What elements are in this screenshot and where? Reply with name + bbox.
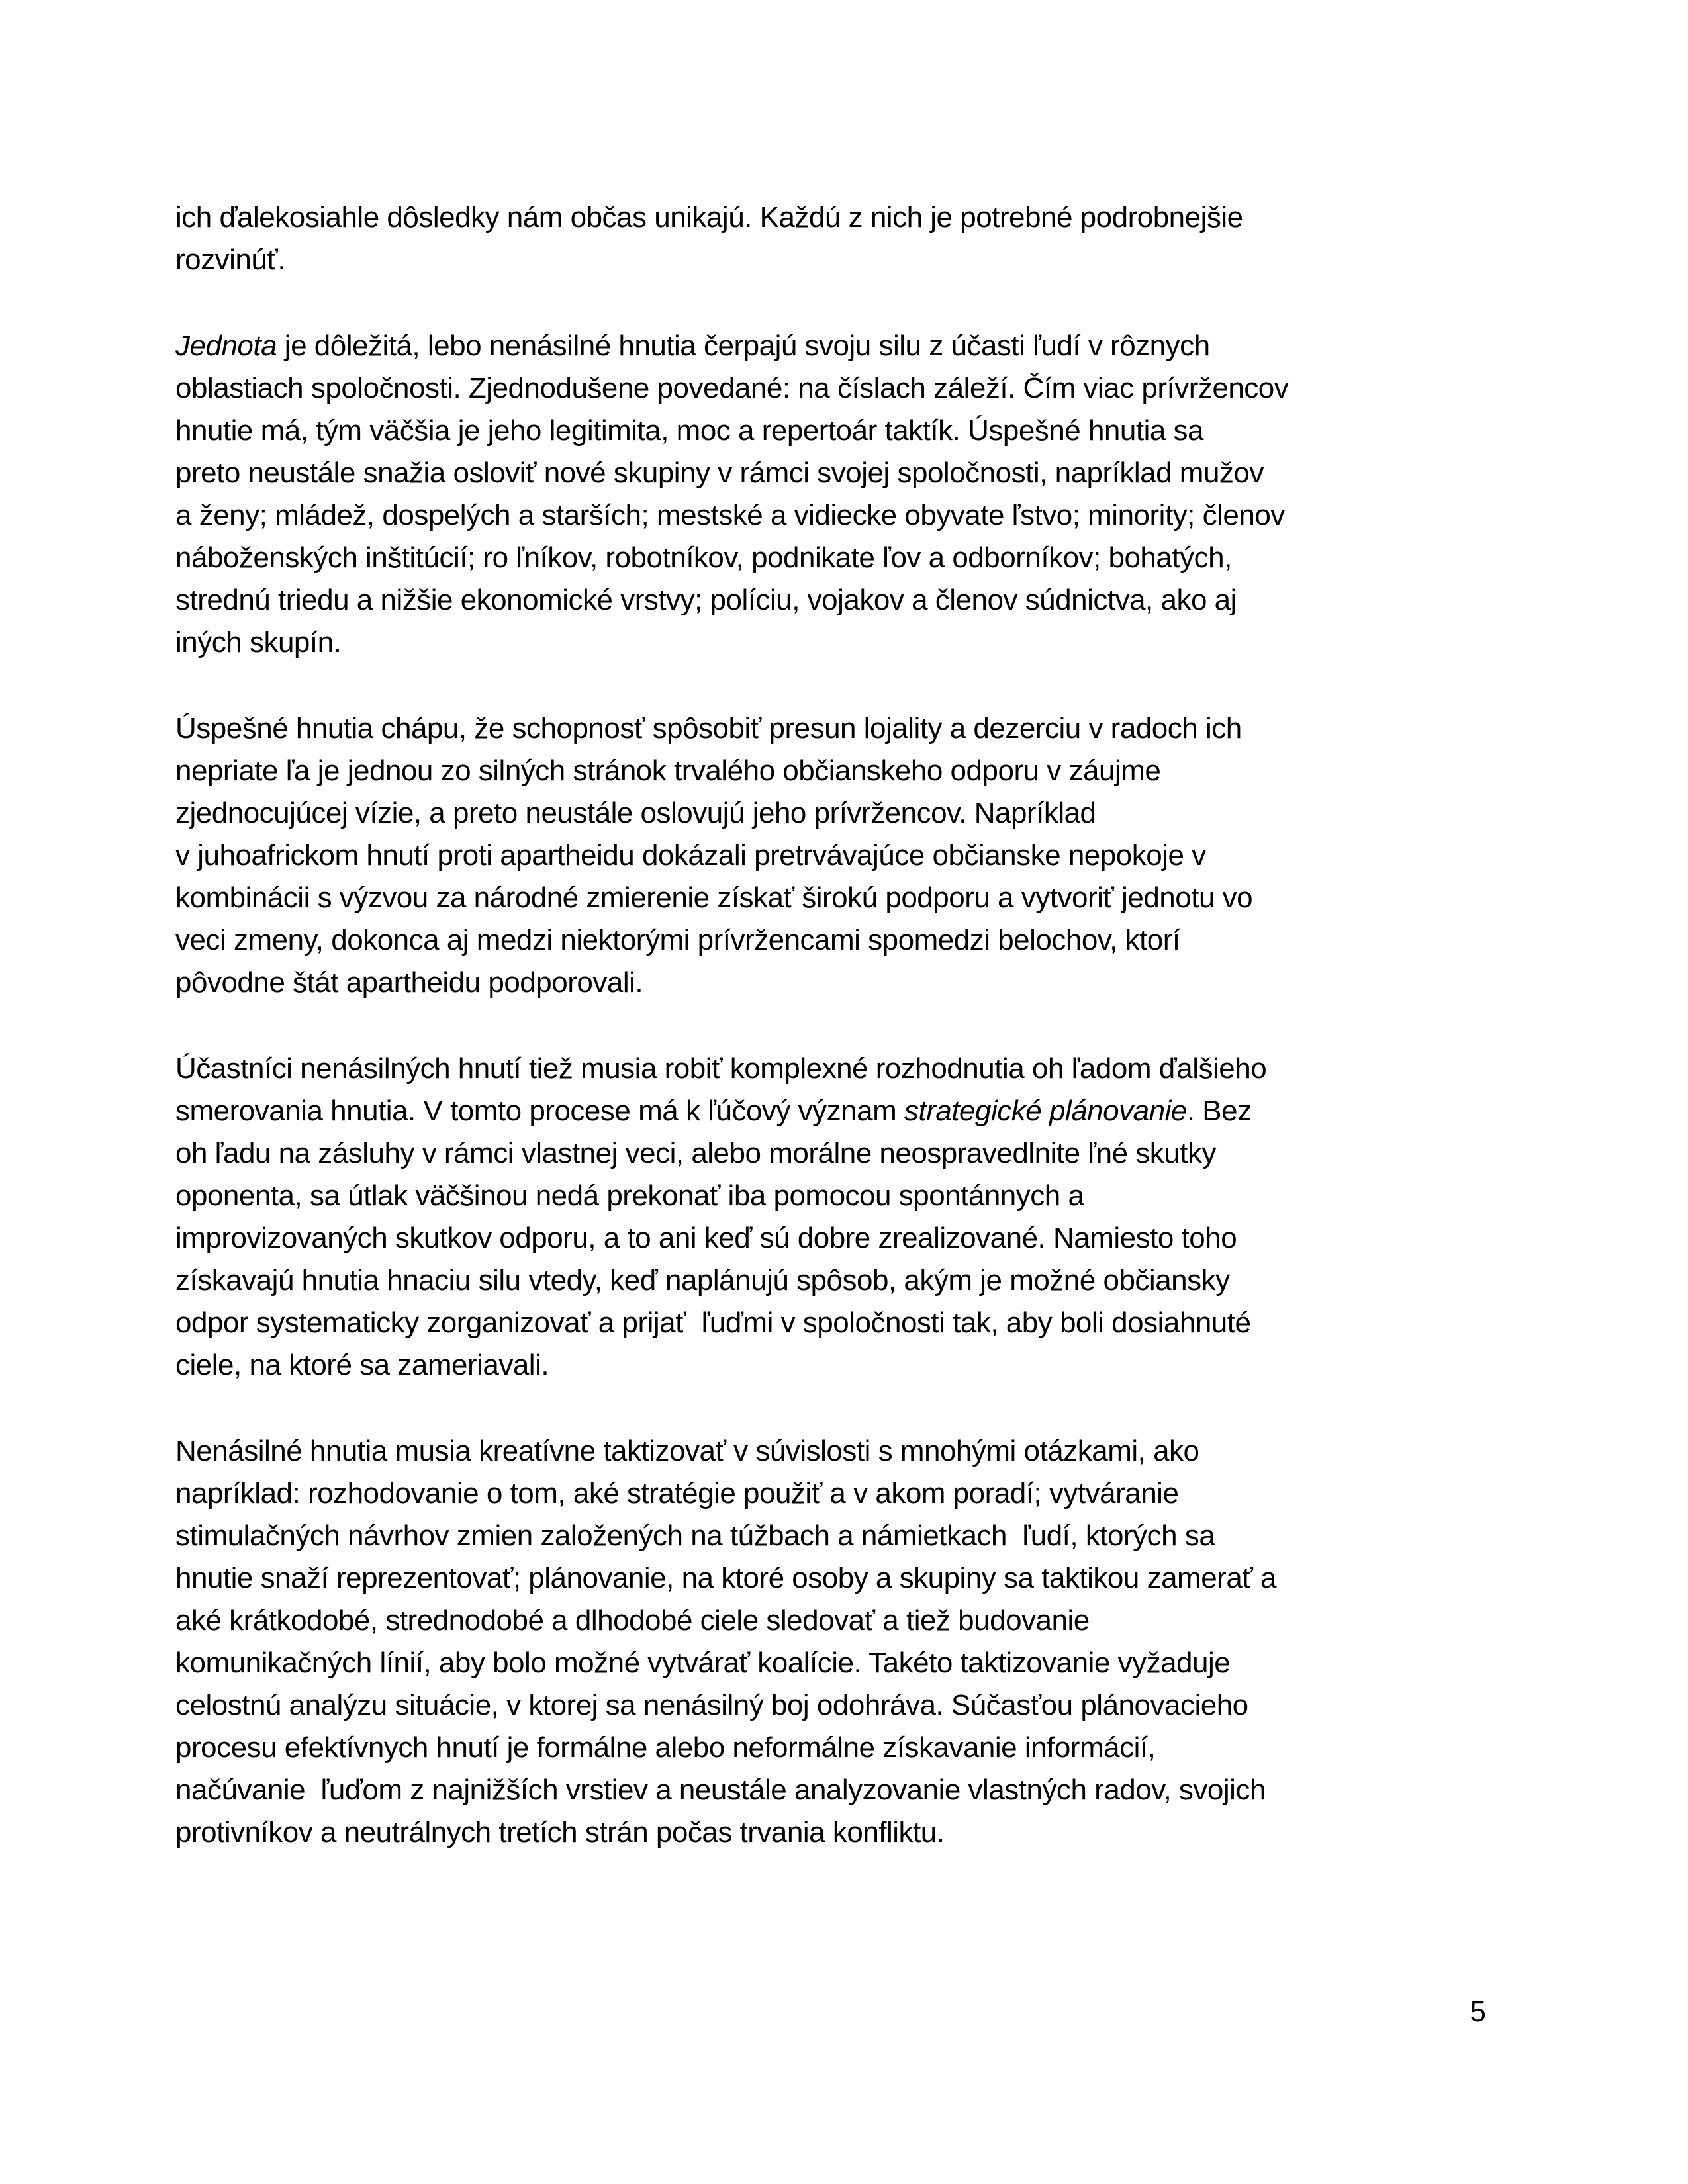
text-run: strednú triedu a nižšie ekonomické vrstvy; políciu, vojakov a členov súdnictva, ako aj (175, 584, 1237, 616)
text-line (175, 1684, 1519, 1727)
text-run: oblastiach spoločnosti. Zjednodušene povedané: na číslach záleží. Čím viac prívržencov (175, 372, 1289, 404)
paragraph (175, 707, 1519, 1004)
text-run: Nenásilné hnutia musia kreatívne taktizovať v súvislosti s mnohými otázkami, ako (175, 1435, 1199, 1467)
text-line (175, 197, 1519, 239)
text-line (175, 877, 1519, 919)
text-run: zjednocujúcej vízie, a preto neustále oslovujú jeho prívržencov. Napríklad (175, 797, 1096, 829)
document-body (175, 197, 1519, 1854)
text-line (175, 1811, 1519, 1854)
text-line (175, 707, 1519, 750)
text-line (175, 537, 1519, 579)
text-run: načúvanie ľuďom z najnižších vrstiev a neustále analyzovanie vlastných radov, svojich (175, 1774, 1266, 1806)
text-line (175, 1344, 1519, 1387)
text-line (175, 1048, 1519, 1090)
text-line (175, 919, 1519, 962)
text-line (175, 1259, 1519, 1302)
text-line (175, 325, 1519, 367)
text-run: hnutie má, tým väčšia je jeho legitimita, moc a repertoár taktík. Úspešné hnutia sa (175, 414, 1204, 447)
text-run: procesu efektívnych hnutí je formálne alebo neformálne získavanie informácií, (175, 1731, 1156, 1764)
text-run: oh ľadu na zásluhy v rámci vlastnej veci, alebo morálne neospravedlnite ľné skutky (175, 1137, 1216, 1169)
text-line (175, 1132, 1519, 1175)
text-line (175, 1515, 1519, 1557)
text-run: získavajú hnutia hnaciu silu vtedy, keď naplánujú spôsob, akým je možné občiansky (175, 1264, 1230, 1297)
text-run: Účastníci nenásilných hnutí tiež musia robiť komplexné rozhodnutia oh ľadom ďalšieho (175, 1052, 1267, 1085)
text-run: kombinácii s výzvou za národné zmierenie získať širokú podporu a vytvoriť jednotu vo (175, 882, 1253, 914)
text-run: nepriate ľa je jednou zo silných stránok trvalého občianskeho odporu v záujme (175, 754, 1161, 787)
text-run: ciele, na ktoré sa zameriavali. (175, 1349, 549, 1381)
text-line (175, 1600, 1519, 1642)
text-run: iných skupín. (175, 626, 342, 659)
paragraph (175, 1048, 1519, 1387)
text-line (175, 792, 1519, 835)
text-line (175, 1090, 1519, 1132)
text-run: stimulačných návrhov zmien založených na túžbach a námietkach ľudí, ktorých sa (175, 1520, 1215, 1552)
text-line (175, 367, 1519, 410)
text-line (175, 1642, 1519, 1684)
text-run: protivníkov a neutrálnych tretích strán počas trvania konfliktu. (175, 1816, 945, 1848)
text-run: celostnú analýzu situácie, v ktorej sa nenásilný boj odohráva. Súčasťou plánovacieho (175, 1689, 1248, 1721)
text-run: napríklad: rozhodovanie o tom, aké stratégie použiť a v akom poradí; vytváranie (175, 1477, 1179, 1510)
paragraph (175, 197, 1519, 281)
text-line (175, 239, 1519, 281)
text-line (175, 750, 1519, 792)
text-run: . Bez (1186, 1095, 1252, 1127)
text-line (175, 1473, 1519, 1515)
text-line (175, 494, 1519, 537)
text-line (175, 579, 1519, 621)
text-line (175, 1175, 1519, 1217)
text-run: v juhoafrickom hnutí proti apartheidu dokázali pretrvávajúce občianske nepokoje v (175, 839, 1206, 872)
text-run: oponenta, sa útlak väčšinou nedá prekonať iba pomocou spontánnych a (175, 1179, 1084, 1212)
text-run: ich ďalekosiahle dôsledky nám občas unikajú. Každú z nich je potrebné podrobnejšie (175, 201, 1243, 234)
text-run: Úspešné hnutia chápu, že schopnosť spôsobiť presun lojality a dezerciu v radoch ich (175, 712, 1242, 745)
text-run: hnutie snaží reprezentovať; plánovanie, na ktoré osoby a skupiny sa taktikou zamerať a (175, 1562, 1276, 1594)
text-line (175, 1557, 1519, 1600)
text-line (175, 1769, 1519, 1811)
text-run: komunikačných línií, aby bolo možné vytvárať koalície. Takéto taktizovanie vyžaduje (175, 1647, 1231, 1679)
text-line (175, 1430, 1519, 1473)
text-line (175, 1217, 1519, 1259)
text-line (175, 452, 1519, 494)
text-run: smerovania hnutia. V tomto procese má k ľúčový význam (175, 1095, 904, 1127)
text-run: improvizovaných skutkov odporu, a to ani keď sú dobre zrealizované. Namiesto toho (175, 1222, 1237, 1254)
text-line (175, 962, 1519, 1004)
text-run: aké krátkodobé, strednodobé a dlhodobé ciele sledovať a tiež budovanie (175, 1604, 1090, 1637)
text-run: pôvodne štát apartheidu podporovali. (175, 966, 643, 999)
paragraph (175, 325, 1519, 664)
italic-text-run: Jednota (175, 330, 277, 362)
text-line (175, 621, 1519, 664)
text-run: preto neustále snažia osloviť nové skupiny v rámci svojej spoločnosti, napríklad mužov (175, 457, 1264, 489)
text-run: veci zmeny, dokonca aj medzi niektorými prívržencami spomedzi belochov, ktorí (175, 924, 1180, 956)
text-run: náboženských inštitúcií; ro ľníkov, robotníkov, podnikate ľov a odborníkov; bohatých, (175, 541, 1232, 574)
page-number: 5 (1470, 1995, 1486, 2028)
text-run: je dôležitá, lebo nenásilné hnutia čerpajú svoju silu z účasti ľudí v rôznych (277, 330, 1210, 362)
paragraph (175, 1430, 1519, 1854)
text-line (175, 1727, 1519, 1769)
text-run: a ženy; mládež, dospelých a starších; mestské a vidiecke obyvate ľstvo; minority; členov (175, 499, 1285, 531)
text-line (175, 1302, 1519, 1344)
text-run: odpor systematicky zorganizovať a prijať ľuďmi v spoločnosti tak, aby boli dosiahnuté (175, 1306, 1251, 1339)
text-line (175, 835, 1519, 877)
italic-text-run: strategické plánovanie (904, 1095, 1187, 1127)
text-line (175, 410, 1519, 452)
text-run: rozvinúť. (175, 244, 286, 276)
